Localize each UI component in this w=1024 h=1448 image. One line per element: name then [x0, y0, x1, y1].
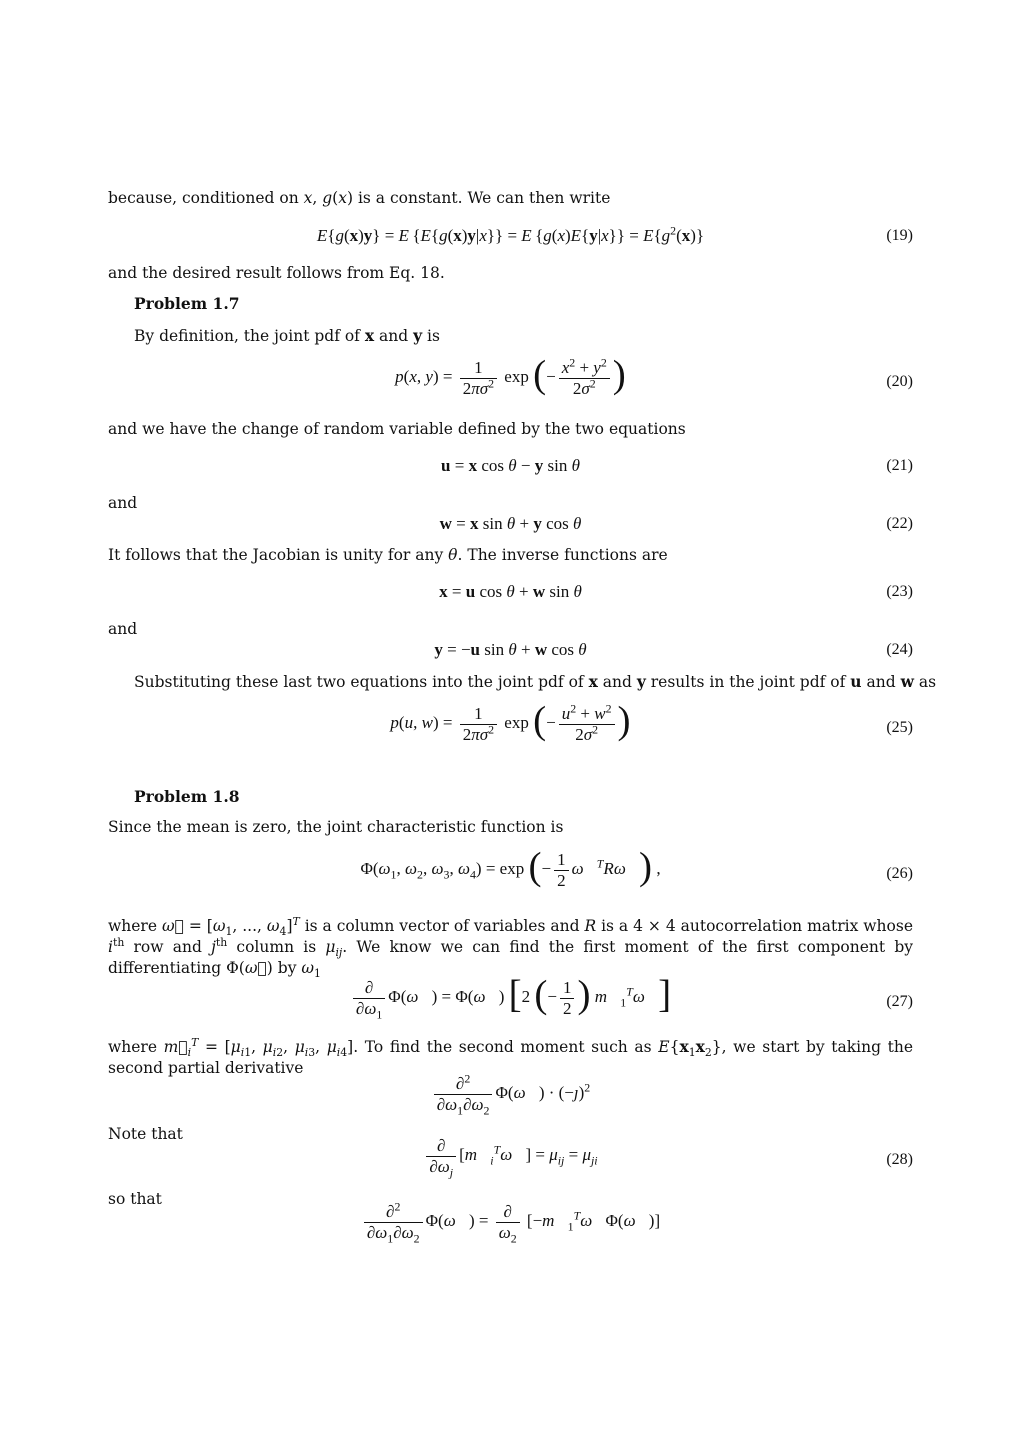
paragraph-joint-pdf: By definition, the joint pdf of x and y is [134, 326, 440, 345]
paragraph-and: and [108, 494, 138, 512]
equation-27: $\frac{\partial}{\partial\omega_1}$ Φ(ω⃗) = Φ(ω⃗) [2 (− $\frac{1}{2}$ ) $m⃗_1^T\omega⃗$] [108, 978, 913, 1018]
paragraph-so-that: so that [108, 1190, 162, 1208]
equation-number: (21) [886, 457, 913, 474]
equation-number: (27) [886, 993, 913, 1010]
equation-mixed-partial: $\frac{\partial^2}{\partial\omega_1\partial\omega_2}$ Φ(ω⃗) = $\frac{\partial}{\omega_2}$ $[-m⃗_1^T\omega⃗\Phi(\omega⃗)]$ [108, 1202, 913, 1242]
paragraph-where-omega: where ω⃗ = [$\omega_1$, ..., $\omega_4]^T$ is a column vector of variables and R is a 4 × 4 autocorrelation matrix whose $i^{th}$ row and $j^{th}$ column is $\mu_{ij}$. We know we can find the first moment of the first component by differentiating Φ(ω⃗) by $\omega_1$ [108, 914, 913, 981]
equation-number: (28) [886, 1151, 913, 1168]
equation-20: p(x, y) = $\frac{1}{2\pi\sigma^2}$ exp (− $\frac{x^2 + y^2}{2\sigma^2}$ ) [395, 353, 626, 398]
equation-number: (19) [886, 227, 913, 244]
paragraph-change-variable: and we have the change of random variable defined by the two equations [108, 420, 686, 438]
paragraph-jacobian: It follows that the Jacobian is unity for any θ. The inverse functions are [108, 546, 668, 564]
paragraph-desired-result: and the desired result follows from Eq. 18. [108, 264, 445, 282]
equation-21: u = x cos θ − y sin θ [441, 456, 580, 475]
paragraph-note-that: Note that [108, 1125, 183, 1143]
equation-number: (23) [886, 583, 913, 600]
paragraph-and: and [108, 620, 138, 638]
equation-second-partial: $\frac{\partial^2}{\partial\omega_1\partial\omega_2}$ Φ(ω⃗) · (−ȷ)$^2$ [108, 1074, 913, 1114]
equation-26: $\Phi(\omega_1$, $\omega_2$, $\omega_3$, $\omega_4) = \exp$ (− $\frac{1}{2}$ ω⃗$^T$Rω⃗) , [360, 845, 661, 890]
heading-problem-1-7: Problem 1.7 [134, 294, 240, 313]
equation-number: (22) [886, 515, 913, 532]
equation-22: w = x sin θ + y cos θ [439, 514, 582, 533]
equation-number: (26) [886, 865, 913, 882]
paragraph-substituting: Substituting these last two equations into the joint pdf of x and y results in the joint pdf of u and w as [134, 672, 937, 691]
equation-25: p(u, w) = $\frac{1}{2\pi\sigma^2}$ exp (− $\frac{u^2 + w^2}{2\sigma^2}$ ) [390, 699, 631, 744]
equation-24: y = −u sin θ + w cos θ [434, 640, 587, 659]
heading-problem-1-8: Problem 1.8 [134, 787, 240, 806]
equation-number: (24) [886, 641, 913, 658]
equation-number: (25) [886, 719, 913, 736]
paragraph-where-m: where $m⃗_i^T = [\mu_{i1}$, $\mu_{i2}$, $\mu_{i3}$, $\mu_{i4}$]. To find the second moment such as $E\{x_1x_2\}$, we start by taking the second partial derivative [108, 1035, 914, 1077]
equation-19: E{g(x)y} = E {E{g(x)y|x}} = E $\{g(x)E\{y|x\}\} = E\{g^2(x)\}$ [316, 223, 705, 245]
equation-number: (20) [886, 373, 913, 390]
paragraph-conditioned: because, conditioned on x, g(x) is a constant. We can then write [108, 189, 611, 207]
equation-23: x = u cos θ + w sin θ [439, 582, 582, 601]
paragraph-mean-zero: Since the mean is zero, the joint characteristic function is [108, 818, 564, 836]
equation-28: $\frac{\partial}{\partial\omega_j}$ $[m⃗_i^T\omega⃗] = \mu_{ij} = \mu_{ji}$ [108, 1136, 913, 1176]
